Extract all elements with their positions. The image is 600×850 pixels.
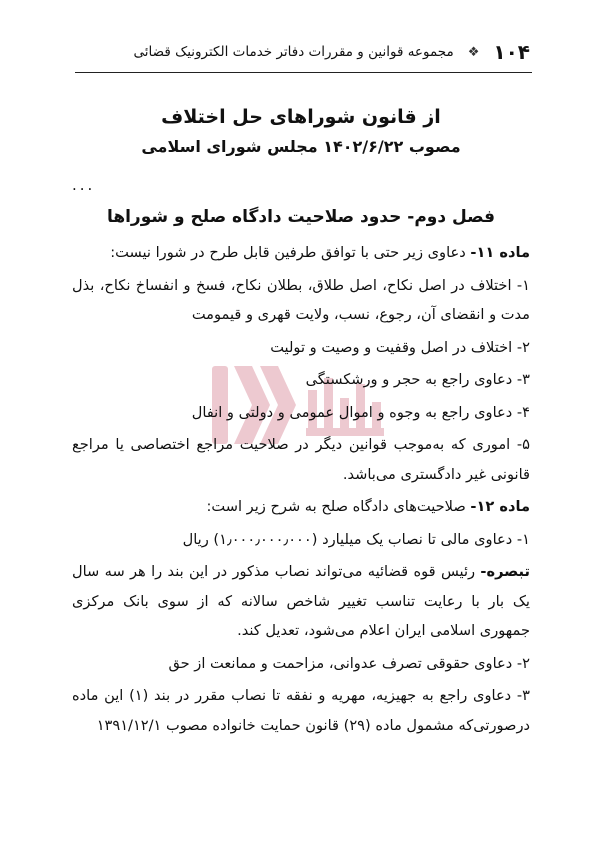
list-item: ۳- دعاوی راجع به حجر و ورشکستگی	[305, 371, 530, 388]
page-header	[75, 38, 530, 66]
list-item: ۱- دعاوی مالی تا نصاب یک میلیارد (۱٫۰۰۰٫۰۰۰٫۰۰۰) ریال	[182, 530, 530, 548]
header-divider	[75, 72, 532, 73]
law-title: از قانون شوراهای حل اختلاف	[161, 106, 441, 128]
article-11-intro	[72, 238, 530, 268]
list-item: ۱- اختلاف در اصل نکاح، اصل طلاق، بطلان نکاح، فسخ و انفساخ نکاح، بذل مدت و انقضای آن، رجوع، نسب، ولایت قهری و قیمومت	[72, 276, 530, 323]
list-item: ۲- دعاوی حقوقی تصرف عدوانی، مزاحمت و ممانعت از حق	[168, 654, 530, 672]
note-label: تبصره-	[480, 563, 530, 580]
ornament-icon: ❖	[467, 44, 480, 60]
article-text: دعاوی زیر حتی با توافق طرفین قابل طرح در شورا نیست:	[110, 244, 471, 261]
note-paragraph	[72, 557, 530, 646]
list-item: ۴- دعاوی راجع به وجوه و اموال عمومی و دولتی و انفال	[191, 403, 530, 421]
list-item: ۳- دعاوی راجع به جهیزیه، مهریه و نفقه تا نصاب مقرر در بند (۱) این ماده درصورتی‌که مشمول ماده (۲۹) قانون حمایت خانواده مصوب ۱۳۹۱/۱۲/۱	[72, 687, 530, 734]
chapter-title: فصل دوم- حدود صلاحیت دادگاه صلح و شوراها	[106, 207, 496, 227]
article-label: ماده ۱۲-	[470, 498, 530, 515]
list-item: ۲- اختلاف در اصل وقفیت و وصیت و تولیت	[270, 338, 530, 356]
note-text: رئیس قوه قضائیه می‌تواند نصاب مذکور در این بند را هر سه سال یک بار با رعایت تناسب تغییر شاخص سالانه که از سوی بانک مرکزی جمهوری اسلامی ایران اعلام می‌شود، تعدیل کند.	[72, 563, 530, 639]
page-number: ۱۰۴	[493, 40, 530, 64]
article-label: ماده ۱۱-	[470, 244, 530, 261]
article-12-intro	[72, 492, 530, 522]
book-title: مجموعه قوانین و مقررات دفاتر خدمات الکترونیک قضائی	[133, 44, 454, 60]
ellipsis: ...	[72, 176, 96, 194]
article-text: صلاحیت‌های دادگاه صلح به شرح زیر است:	[206, 498, 471, 515]
law-subtitle: مصوب ۱۴۰۲/۶/۲۲ مجلس شورای اسلامی	[141, 137, 461, 156]
list-item: ۵- اموری که به‌موجب قوانین دیگر در صلاحیت مراجع اختصاصی یا مراجع قانونی غیر دادگستری می‌باشد.	[72, 436, 530, 483]
page-content	[72, 102, 530, 743]
